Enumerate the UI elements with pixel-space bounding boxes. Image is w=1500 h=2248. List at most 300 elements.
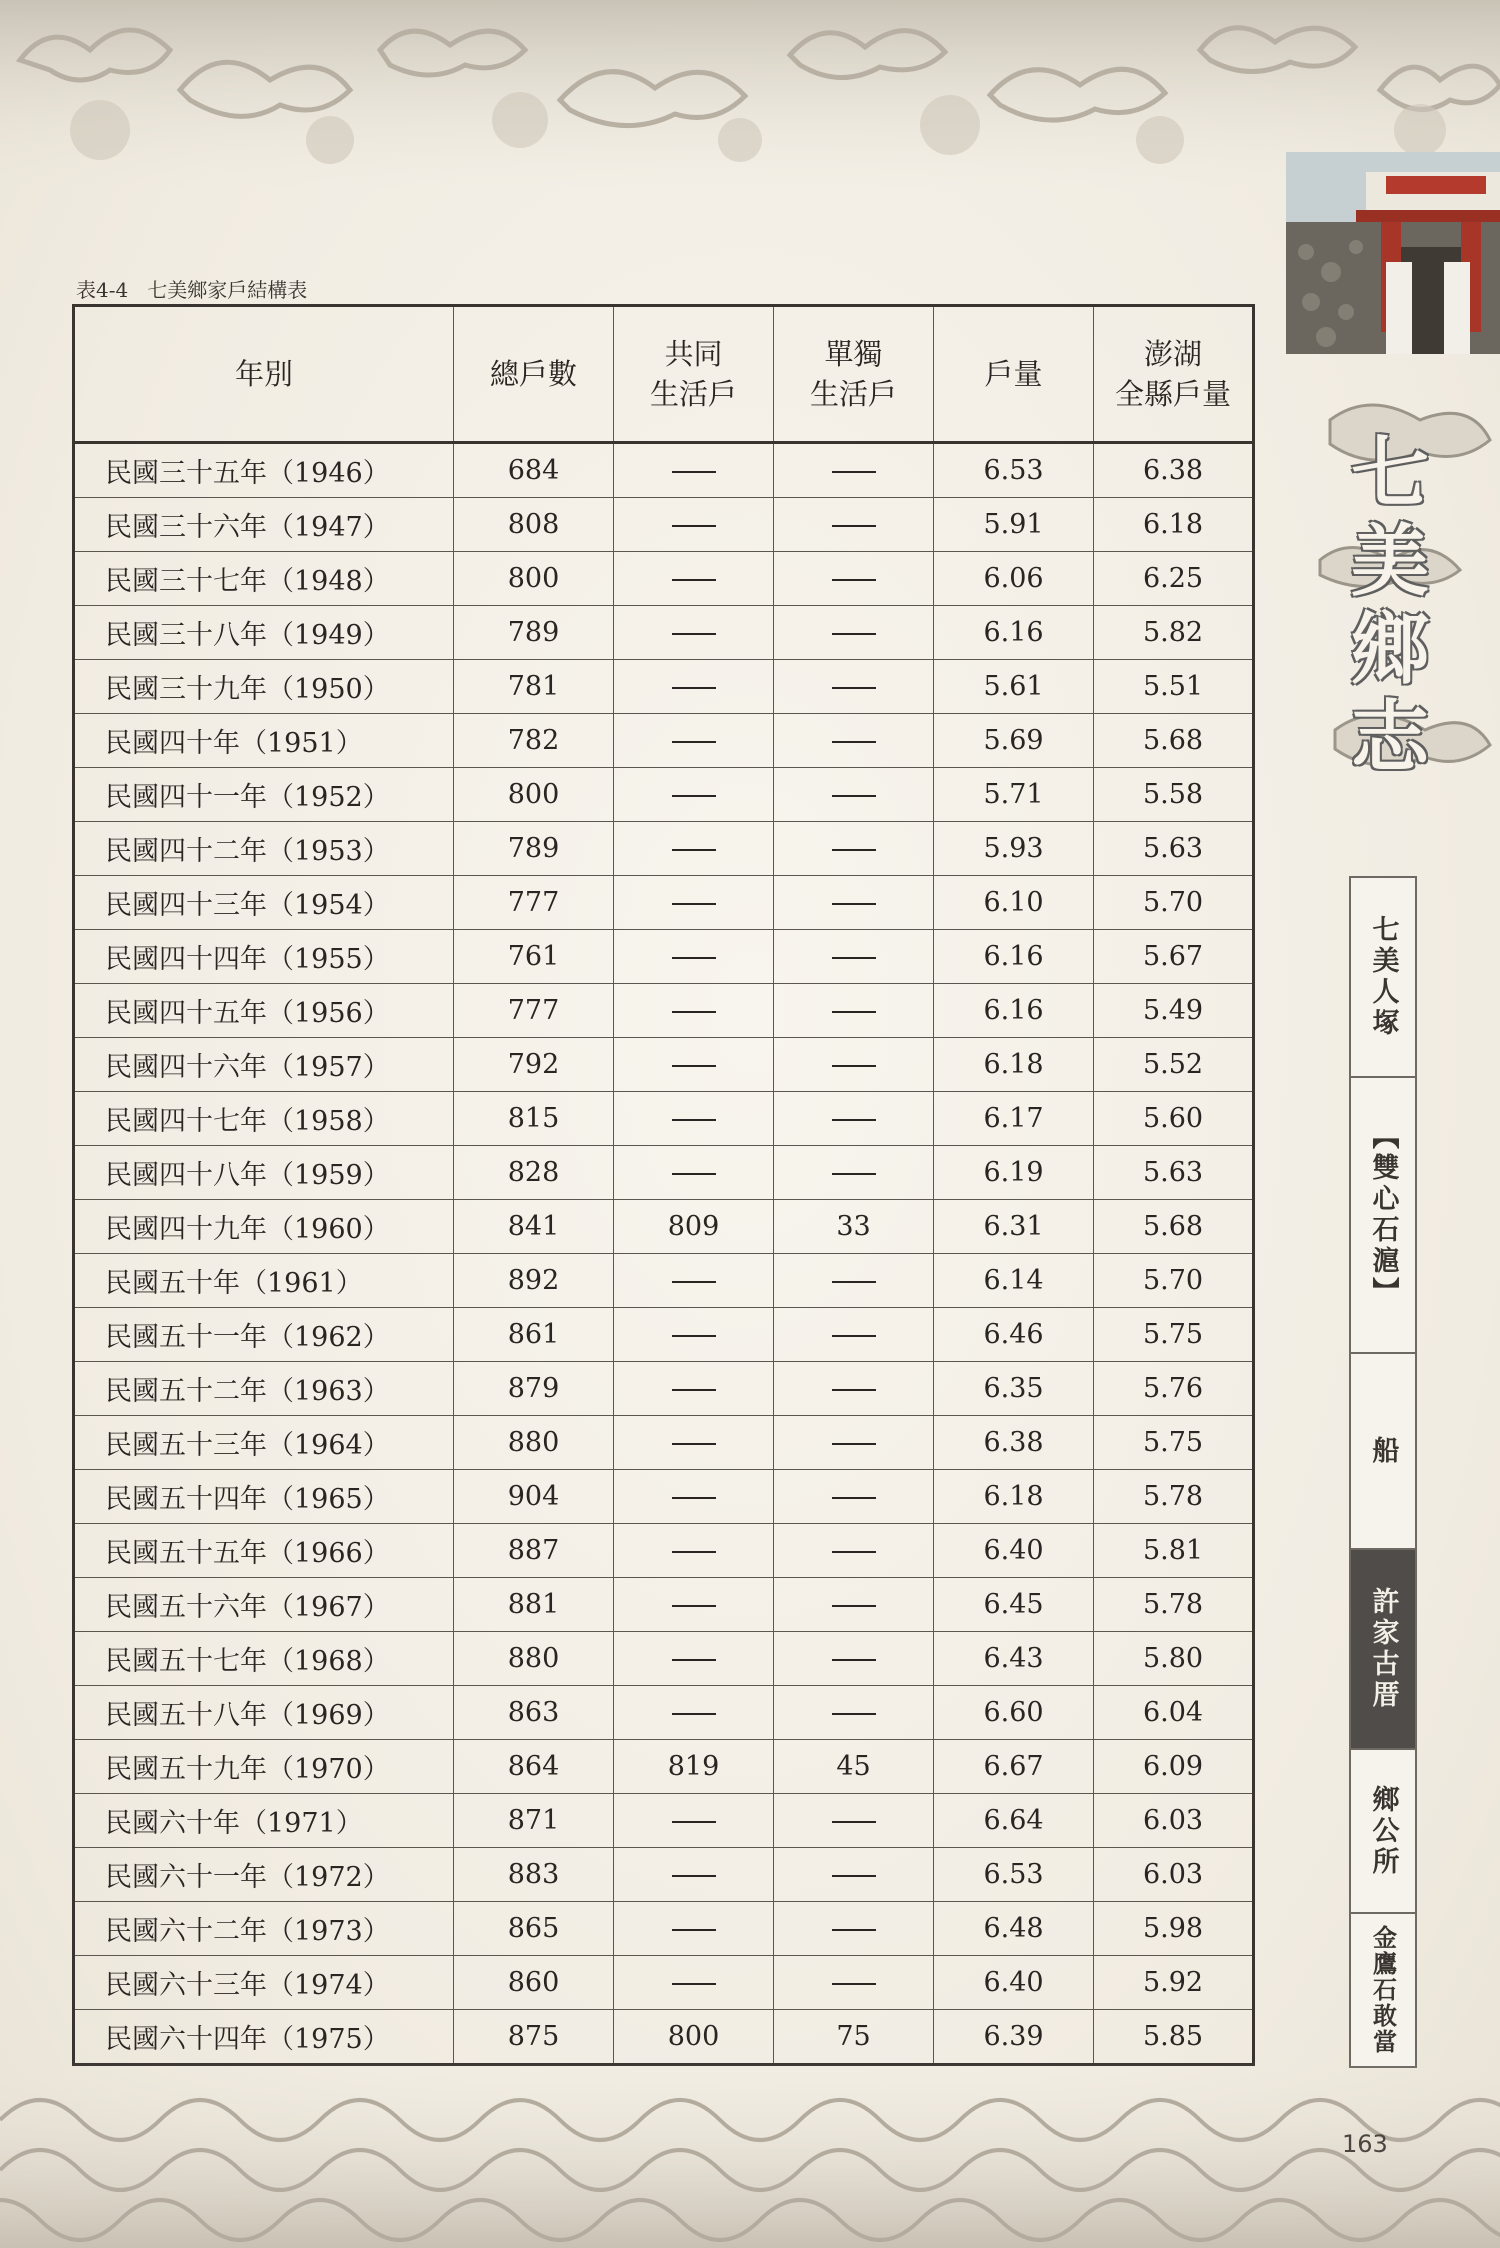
no-data-dash <box>672 1551 716 1553</box>
village-house-photo <box>1286 152 1500 354</box>
header-county-line2: 全縣戶量 <box>1114 377 1231 411</box>
table-header-row <box>74 306 1254 443</box>
header-shared-line1: 共同 <box>664 337 723 371</box>
cell-year: 民國三十九年（1950） <box>74 660 454 714</box>
table-row <box>74 876 1254 930</box>
no-data-dash <box>672 1281 716 1283</box>
no-data-dash <box>672 741 716 743</box>
no-data-dash <box>672 957 716 959</box>
header-shared-line2: 生活戶 <box>649 377 737 411</box>
cell-total-households: 815 <box>454 1092 614 1146</box>
header-household-size: 戶量 <box>934 306 1094 443</box>
cell-county-household-size: 5.78 <box>1094 1470 1254 1524</box>
cell-county-household-size: 6.25 <box>1094 552 1254 606</box>
cell-total-households: 887 <box>454 1524 614 1578</box>
cell-year: 民國六十四年（1975） <box>74 2010 454 2065</box>
cell-single-households <box>774 1578 934 1632</box>
table-row <box>74 1092 1254 1146</box>
no-data-dash <box>672 1659 716 1661</box>
header-single-line1: 單獨 <box>824 337 883 371</box>
cell-county-household-size: 6.18 <box>1094 498 1254 552</box>
cell-household-size: 6.16 <box>934 930 1094 984</box>
table-row <box>74 1848 1254 1902</box>
cell-shared-households <box>614 552 774 606</box>
table-row <box>74 714 1254 768</box>
cell-year: 民國五十一年（1962） <box>74 1308 454 1362</box>
cell-shared-households <box>614 1794 774 1848</box>
cell-household-size: 6.39 <box>934 2010 1094 2065</box>
cell-total-households: 883 <box>454 1848 614 1902</box>
table-row <box>74 930 1254 984</box>
cell-year: 民國三十五年（1946） <box>74 443 454 498</box>
cell-single-households <box>774 1254 934 1308</box>
cell-single-households <box>774 1902 934 1956</box>
cell-single-households <box>774 984 934 1038</box>
cell-household-size: 5.69 <box>934 714 1094 768</box>
cell-total-households: 800 <box>454 768 614 822</box>
household-structure-table <box>72 304 1255 2066</box>
cell-shared-households <box>614 1146 774 1200</box>
cell-household-size: 6.10 <box>934 876 1094 930</box>
cell-county-household-size: 5.60 <box>1094 1092 1254 1146</box>
no-data-dash <box>832 795 876 797</box>
cell-year: 民國四十五年（1956） <box>74 984 454 1038</box>
cell-household-size: 6.14 <box>934 1254 1094 1308</box>
cell-household-size: 6.17 <box>934 1092 1094 1146</box>
no-data-dash <box>832 579 876 581</box>
cloud-pattern-header <box>0 0 1500 190</box>
side-tab-label: 鄉公所 <box>1367 1784 1399 1878</box>
no-data-dash <box>832 633 876 635</box>
cell-household-size: 6.35 <box>934 1362 1094 1416</box>
cell-year: 民國四十九年（1960） <box>74 1200 454 1254</box>
table-row <box>74 660 1254 714</box>
table-row <box>74 1416 1254 1470</box>
header-total-households: 總戶數 <box>454 306 614 443</box>
cell-county-household-size: 5.52 <box>1094 1038 1254 1092</box>
cell-total-households: 875 <box>454 2010 614 2065</box>
cell-shared-households <box>614 1038 774 1092</box>
cell-single-households <box>774 1848 934 1902</box>
no-data-dash <box>832 471 876 473</box>
no-data-dash <box>672 1119 716 1121</box>
cell-total-households: 880 <box>454 1416 614 1470</box>
no-data-dash <box>832 1821 876 1823</box>
cell-total-households: 879 <box>454 1362 614 1416</box>
cell-year: 民國四十八年（1959） <box>74 1146 454 1200</box>
header-county-household-size <box>1094 306 1254 443</box>
cell-county-household-size: 6.38 <box>1094 443 1254 498</box>
no-data-dash <box>672 1335 716 1337</box>
cell-total-households: 892 <box>454 1254 614 1308</box>
cell-total-households: 881 <box>454 1578 614 1632</box>
header-county-line1: 澎湖 <box>1143 337 1202 371</box>
cell-shared-households <box>614 1470 774 1524</box>
cell-year: 民國五十六年（1967） <box>74 1578 454 1632</box>
cell-shared-households <box>614 984 774 1038</box>
header-year: 年別 <box>74 306 454 443</box>
no-data-dash <box>672 849 716 851</box>
cell-single-households <box>774 1146 934 1200</box>
cell-total-households: 860 <box>454 1956 614 2010</box>
table-row <box>74 1902 1254 1956</box>
no-data-dash <box>832 1173 876 1175</box>
no-data-dash <box>672 1011 716 1013</box>
cell-household-size: 6.60 <box>934 1686 1094 1740</box>
cell-household-size: 6.64 <box>934 1794 1094 1848</box>
cell-year: 民國三十八年（1949） <box>74 606 454 660</box>
table-title: 七美鄉家戶結構表 <box>147 278 308 302</box>
no-data-dash <box>832 957 876 959</box>
cell-single-households <box>774 1362 934 1416</box>
cell-household-size: 6.19 <box>934 1146 1094 1200</box>
cell-total-households: 828 <box>454 1146 614 1200</box>
cell-household-size: 6.45 <box>934 1578 1094 1632</box>
cell-shared-households <box>614 1578 774 1632</box>
table-row <box>74 443 1254 498</box>
cell-year: 民國三十六年（1947） <box>74 498 454 552</box>
cell-single-households: 33 <box>774 1200 934 1254</box>
no-data-dash <box>832 1551 876 1553</box>
book-title-char: 志 <box>1350 692 1429 783</box>
cell-county-household-size: 5.63 <box>1094 822 1254 876</box>
wave-pattern-footer <box>0 2060 1500 2248</box>
cell-shared-households: 809 <box>614 1200 774 1254</box>
cell-shared-households <box>614 443 774 498</box>
cell-year: 民國四十年（1951） <box>74 714 454 768</box>
no-data-dash <box>832 1281 876 1283</box>
cell-shared-households <box>614 768 774 822</box>
cell-year: 民國三十七年（1948） <box>74 552 454 606</box>
cell-total-households: 789 <box>454 606 614 660</box>
header-single-line2: 生活戶 <box>809 377 897 411</box>
cell-single-households <box>774 1524 934 1578</box>
cell-household-size: 6.18 <box>934 1470 1094 1524</box>
no-data-dash <box>672 795 716 797</box>
cell-shared-households <box>614 606 774 660</box>
cell-shared-households <box>614 1308 774 1362</box>
table-caption <box>76 274 307 303</box>
no-data-dash <box>832 1875 876 1877</box>
no-data-dash <box>672 903 716 905</box>
cell-county-household-size: 5.81 <box>1094 1524 1254 1578</box>
side-tab-label: 金鷹石敢當 <box>1368 1925 1397 2055</box>
cell-single-households <box>774 552 934 606</box>
cell-single-households <box>774 1686 934 1740</box>
cell-shared-households: 819 <box>614 1740 774 1794</box>
cell-total-households: 782 <box>454 714 614 768</box>
cell-year: 民國五十三年（1964） <box>74 1416 454 1470</box>
cell-county-household-size: 5.67 <box>1094 930 1254 984</box>
cell-household-size: 6.38 <box>934 1416 1094 1470</box>
cell-shared-households <box>614 1092 774 1146</box>
table-row <box>74 1686 1254 1740</box>
side-tab-label: 許家古厝 <box>1367 1587 1399 1711</box>
cell-shared-households <box>614 1362 774 1416</box>
cell-year: 民國四十七年（1958） <box>74 1092 454 1146</box>
no-data-dash <box>672 1713 716 1715</box>
cell-household-size: 6.53 <box>934 1848 1094 1902</box>
book-title-char: 鄉 <box>1350 604 1429 695</box>
cell-year: 民國六十二年（1973） <box>74 1902 454 1956</box>
no-data-dash <box>832 1713 876 1715</box>
side-tab-xu-family-house[interactable] <box>1351 1550 1415 1750</box>
cell-shared-households <box>614 1848 774 1902</box>
no-data-dash <box>832 741 876 743</box>
cell-year: 民國六十年（1971） <box>74 1794 454 1848</box>
cell-household-size: 6.46 <box>934 1308 1094 1362</box>
cell-year: 民國五十年（1961） <box>74 1254 454 1308</box>
cell-single-households <box>774 714 934 768</box>
cell-household-size: 5.71 <box>934 768 1094 822</box>
table-row <box>74 1740 1254 1794</box>
cell-county-household-size: 5.92 <box>1094 1956 1254 2010</box>
cell-year: 民國五十五年（1966） <box>74 1524 454 1578</box>
cell-single-households <box>774 606 934 660</box>
cell-year: 民國五十七年（1968） <box>74 1632 454 1686</box>
cell-county-household-size: 5.63 <box>1094 1146 1254 1200</box>
cell-single-households <box>774 660 934 714</box>
table-row <box>74 498 1254 552</box>
cell-total-households: 864 <box>454 1740 614 1794</box>
cell-household-size: 6.06 <box>934 552 1094 606</box>
cell-shared-households <box>614 1524 774 1578</box>
cell-county-household-size: 6.03 <box>1094 1794 1254 1848</box>
cell-year: 民國五十四年（1965） <box>74 1470 454 1524</box>
cell-shared-households: 800 <box>614 2010 774 2065</box>
no-data-dash <box>832 525 876 527</box>
cell-county-household-size: 5.85 <box>1094 2010 1254 2065</box>
cell-household-size: 6.16 <box>934 984 1094 1038</box>
cell-total-households: 863 <box>454 1686 614 1740</box>
cell-single-households <box>774 498 934 552</box>
book-title-char: 七 <box>1350 428 1429 519</box>
no-data-dash <box>672 1983 716 1985</box>
book-title <box>1345 430 1435 782</box>
cell-shared-households <box>614 714 774 768</box>
no-data-dash <box>832 1335 876 1337</box>
chapter-tabs <box>1349 876 1417 2068</box>
no-data-dash <box>672 1929 716 1931</box>
cell-household-size: 5.91 <box>934 498 1094 552</box>
cell-county-household-size: 5.82 <box>1094 606 1254 660</box>
table-row <box>74 1254 1254 1308</box>
table-row <box>74 984 1254 1038</box>
no-data-dash <box>672 633 716 635</box>
no-data-dash <box>672 1065 716 1067</box>
cell-single-households <box>774 1416 934 1470</box>
no-data-dash <box>672 1389 716 1391</box>
cell-year: 民國四十二年（1953） <box>74 822 454 876</box>
cell-household-size: 6.16 <box>934 606 1094 660</box>
side-tab-eagle-stone[interactable] <box>1351 1914 1415 2066</box>
cell-single-households: 45 <box>774 1740 934 1794</box>
cell-county-household-size: 5.68 <box>1094 1200 1254 1254</box>
cell-year: 民國五十九年（1970） <box>74 1740 454 1794</box>
no-data-dash <box>832 849 876 851</box>
cell-county-household-size: 6.09 <box>1094 1740 1254 1794</box>
no-data-dash <box>832 1497 876 1499</box>
cell-single-households <box>774 1308 934 1362</box>
cell-shared-households <box>614 1902 774 1956</box>
cell-shared-households <box>614 498 774 552</box>
cell-household-size: 6.67 <box>934 1740 1094 1794</box>
cell-county-household-size: 6.04 <box>1094 1686 1254 1740</box>
cell-total-households: 761 <box>454 930 614 984</box>
cell-year: 民國四十一年（1952） <box>74 768 454 822</box>
no-data-dash <box>832 903 876 905</box>
no-data-dash <box>672 1497 716 1499</box>
cell-total-households: 800 <box>454 552 614 606</box>
cell-single-households <box>774 822 934 876</box>
book-title-char: 美 <box>1350 516 1429 607</box>
cell-household-size: 6.40 <box>934 1956 1094 2010</box>
no-data-dash <box>832 1119 876 1121</box>
no-data-dash <box>672 471 716 473</box>
cell-total-households: 865 <box>454 1902 614 1956</box>
cell-single-households <box>774 930 934 984</box>
cell-county-household-size: 5.98 <box>1094 1902 1254 1956</box>
cell-county-household-size: 5.51 <box>1094 660 1254 714</box>
cell-single-households <box>774 1470 934 1524</box>
cell-year: 民國四十六年（1957） <box>74 1038 454 1092</box>
side-tab-qimei-tomb[interactable] <box>1351 878 1415 1078</box>
cell-county-household-size: 5.75 <box>1094 1308 1254 1362</box>
no-data-dash <box>832 1659 876 1661</box>
side-tab-boat[interactable] <box>1351 1354 1415 1550</box>
page-number: 163 <box>1342 2130 1388 2158</box>
no-data-dash <box>672 1821 716 1823</box>
table-row <box>74 1632 1254 1686</box>
table-number: 表4-4 <box>76 278 129 302</box>
cell-total-households: 880 <box>454 1632 614 1686</box>
table-row <box>74 1794 1254 1848</box>
table-row <box>74 1470 1254 1524</box>
cell-total-households: 861 <box>454 1308 614 1362</box>
cell-county-household-size: 5.76 <box>1094 1362 1254 1416</box>
cell-county-household-size: 5.49 <box>1094 984 1254 1038</box>
cell-county-household-size: 5.70 <box>1094 876 1254 930</box>
cell-shared-households <box>614 1686 774 1740</box>
no-data-dash <box>672 1875 716 1877</box>
cell-total-households: 871 <box>454 1794 614 1848</box>
table-row <box>74 1362 1254 1416</box>
cell-single-households <box>774 876 934 930</box>
table-row <box>74 2010 1254 2065</box>
side-tab-label: 七美人塚 <box>1367 915 1399 1039</box>
header-shared-households <box>614 306 774 443</box>
cell-county-household-size: 6.03 <box>1094 1848 1254 1902</box>
cell-single-households <box>774 768 934 822</box>
cell-household-size: 6.31 <box>934 1200 1094 1254</box>
cell-shared-households <box>614 876 774 930</box>
no-data-dash <box>672 1443 716 1445</box>
side-tab-double-heart-weir[interactable] <box>1351 1078 1415 1354</box>
cell-county-household-size: 5.80 <box>1094 1632 1254 1686</box>
no-data-dash <box>672 1173 716 1175</box>
cell-year: 民國四十三年（1954） <box>74 876 454 930</box>
cell-household-size: 6.18 <box>934 1038 1094 1092</box>
cell-shared-households <box>614 930 774 984</box>
cell-total-households: 808 <box>454 498 614 552</box>
cell-single-households <box>774 443 934 498</box>
no-data-dash <box>832 1065 876 1067</box>
cell-total-households: 781 <box>454 660 614 714</box>
cell-total-households: 792 <box>454 1038 614 1092</box>
cell-household-size: 6.40 <box>934 1524 1094 1578</box>
cell-shared-households <box>614 1416 774 1470</box>
cell-year: 民國五十八年（1969） <box>74 1686 454 1740</box>
no-data-dash <box>672 579 716 581</box>
no-data-dash <box>832 1389 876 1391</box>
cell-household-size: 5.93 <box>934 822 1094 876</box>
no-data-dash <box>832 687 876 689</box>
table-row <box>74 1200 1254 1254</box>
side-tab-label: 【雙心石滬】 <box>1367 1122 1399 1308</box>
cell-household-size: 6.43 <box>934 1632 1094 1686</box>
cell-household-size: 6.48 <box>934 1902 1094 1956</box>
no-data-dash <box>832 1443 876 1445</box>
cell-single-households: 75 <box>774 2010 934 2065</box>
header-single-households <box>774 306 934 443</box>
no-data-dash <box>832 1983 876 1985</box>
cell-shared-households <box>614 660 774 714</box>
side-tab-township-office[interactable] <box>1351 1750 1415 1914</box>
no-data-dash <box>832 1605 876 1607</box>
table-row <box>74 1308 1254 1362</box>
table-row <box>74 1524 1254 1578</box>
cell-total-households: 777 <box>454 876 614 930</box>
cell-single-households <box>774 1038 934 1092</box>
cell-county-household-size: 5.75 <box>1094 1416 1254 1470</box>
table-row <box>74 1146 1254 1200</box>
cell-total-households: 904 <box>454 1470 614 1524</box>
no-data-dash <box>832 1011 876 1013</box>
table-row <box>74 822 1254 876</box>
cell-shared-households <box>614 822 774 876</box>
cell-year: 民國四十四年（1955） <box>74 930 454 984</box>
side-tab-label: 船 <box>1367 1435 1399 1467</box>
cell-year: 民國六十三年（1974） <box>74 1956 454 2010</box>
table-row <box>74 606 1254 660</box>
cell-county-household-size: 5.58 <box>1094 768 1254 822</box>
cell-shared-households <box>614 1254 774 1308</box>
cell-county-household-size: 5.78 <box>1094 1578 1254 1632</box>
cell-total-households: 684 <box>454 443 614 498</box>
table-row <box>74 1578 1254 1632</box>
cell-household-size: 6.53 <box>934 443 1094 498</box>
cell-single-households <box>774 1956 934 2010</box>
cell-total-households: 789 <box>454 822 614 876</box>
cell-county-household-size: 5.68 <box>1094 714 1254 768</box>
cell-total-households: 777 <box>454 984 614 1038</box>
no-data-dash <box>672 687 716 689</box>
table-body <box>74 443 1254 2065</box>
cell-single-households <box>774 1794 934 1848</box>
cell-household-size: 5.61 <box>934 660 1094 714</box>
cell-shared-households <box>614 1956 774 2010</box>
table-row <box>74 768 1254 822</box>
no-data-dash <box>672 525 716 527</box>
table-row <box>74 1038 1254 1092</box>
no-data-dash <box>832 1929 876 1931</box>
table-row <box>74 552 1254 606</box>
cell-year: 民國五十二年（1963） <box>74 1362 454 1416</box>
cell-shared-households <box>614 1632 774 1686</box>
no-data-dash <box>672 1605 716 1607</box>
cell-single-households <box>774 1632 934 1686</box>
table-row <box>74 1956 1254 2010</box>
